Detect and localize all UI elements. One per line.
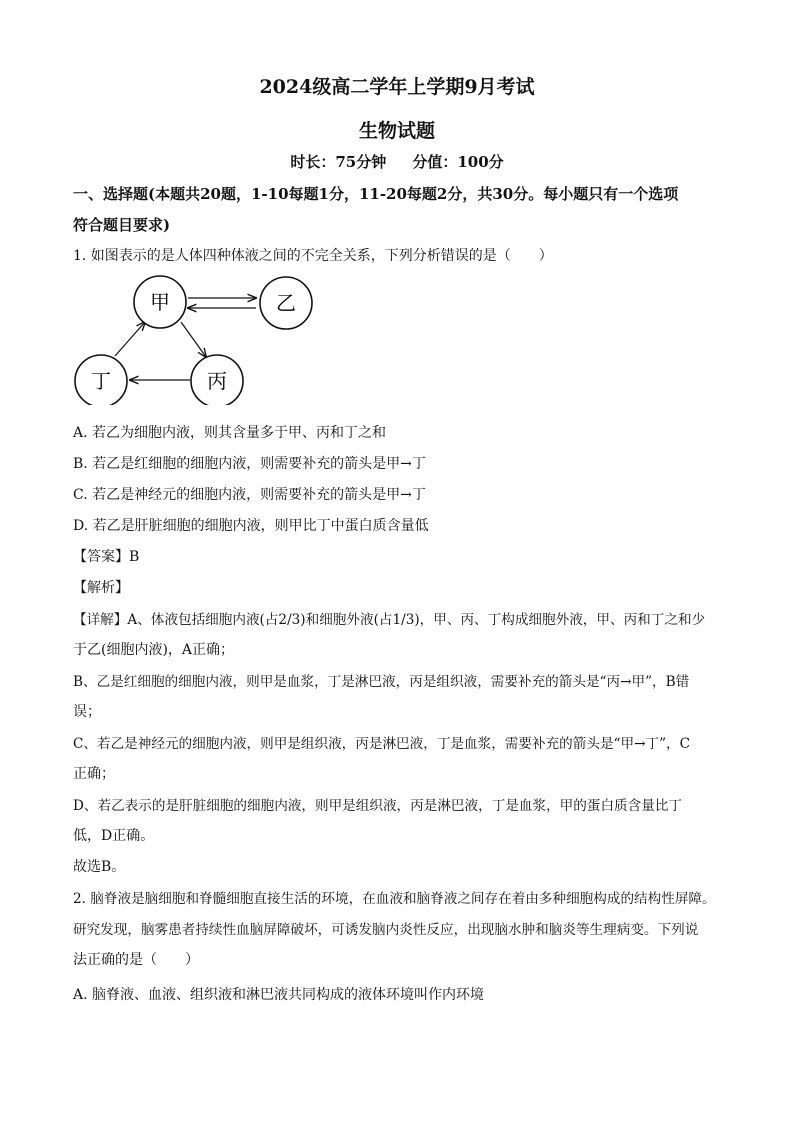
exam-subject: 生物试题 [358, 120, 435, 142]
q1-detail-line: D、若乙表示的是肝脏细胞的细胞内液，则甲是组织液，丙是淋巴液，丁是血浆，甲的蛋白质含量比丁 [73, 798, 683, 814]
exam-title: 2024级高二学年上学期9月考试 [259, 76, 535, 98]
q1-detail-line: 低，D正确。 [73, 828, 155, 844]
section-heading-line1: 一、选择题(本题共20题，1-10每题1分，11-20每题2分，共30分。每小题只有一个选项 [73, 185, 679, 203]
q1-option-d: D. 若乙是肝脏细胞的细胞内液，则甲比丁中蛋白质含量低 [73, 518, 429, 534]
q1-detail-line: 于乙(细胞内液)，A正确； [73, 642, 235, 658]
q1-option-c: C. 若乙是神经元的细胞内液，则需要补充的箭头是甲→丁 [73, 487, 426, 503]
q1-option-b: B. 若乙是红细胞的细胞内液，则需要补充的箭头是甲→丁 [73, 456, 426, 472]
node-bing [191, 355, 243, 405]
q1-detail-line: C、若乙是神经元的细胞内液，则甲是组织液，丙是淋巴液，丁是血浆，需要补充的箭头是“甲→丁”，C [73, 736, 691, 752]
node-yi-label: 乙 [276, 291, 296, 315]
q1-detail-line: 故选B。 [73, 859, 126, 875]
q1-detail-line: 正确； [73, 766, 115, 782]
q1-answer: 【答案】B [73, 549, 140, 565]
node-ding [75, 355, 127, 405]
node-yi [260, 277, 312, 329]
question-2-stem-line: 法正确的是（ ） [73, 952, 199, 968]
question-2-stem-line: 研究发现，脑雾患者持续性血脑屏障破坏，可诱发脑内炎性反应，出现脑水肿和脑炎等生理病变。下列说 [73, 922, 699, 938]
node-ding-label: 丁 [91, 369, 111, 393]
arrow-jia-to-bing [181, 322, 206, 357]
q1-option-a: A. 若乙为细胞内液，则其含量多于甲、丙和丁之和 [73, 425, 387, 441]
arrow-ding-to-jia [115, 322, 145, 356]
section-heading-line2: 符合题目要求) [73, 216, 171, 234]
exam-meta: 时长：75分钟 分值：100分 [290, 153, 504, 171]
q1-analysis-label: 【解析】 [73, 580, 129, 596]
q1-detail-line: B、乙是红细胞的细胞内液，则甲是血浆，丁是淋巴液，丙是组织液，需要补充的箭头是“丙→甲”，B错 [73, 674, 690, 690]
q1-detail-line: 【详解】A、体液包括细胞内液(占2/3)和细胞外液(占1/3)，甲、丙、丁构成细胞外液，甲、丙和丁之和少 [73, 612, 706, 628]
question-2-stem-line: 2. 脑脊液是脑细胞和脊髓细胞直接生活的环境，在血液和脑脊液之间存在着由多种细胞构成的结构性屏障。 [73, 891, 716, 907]
body-fluid-diagram [70, 270, 330, 405]
q2-option-a: A. 脑脊液、血液、组织液和淋巴液共同构成的液体环境叫作内环境 [73, 987, 485, 1003]
q1-detail-line: 误； [73, 704, 101, 720]
node-bing-label: 丙 [207, 369, 227, 393]
node-jia-label: 甲 [150, 290, 170, 314]
node-jia [134, 276, 186, 328]
question-1-stem: 1. 如图表示的是人体四种体液之间的不完全关系，下列分析错误的是（ ） [73, 248, 553, 264]
